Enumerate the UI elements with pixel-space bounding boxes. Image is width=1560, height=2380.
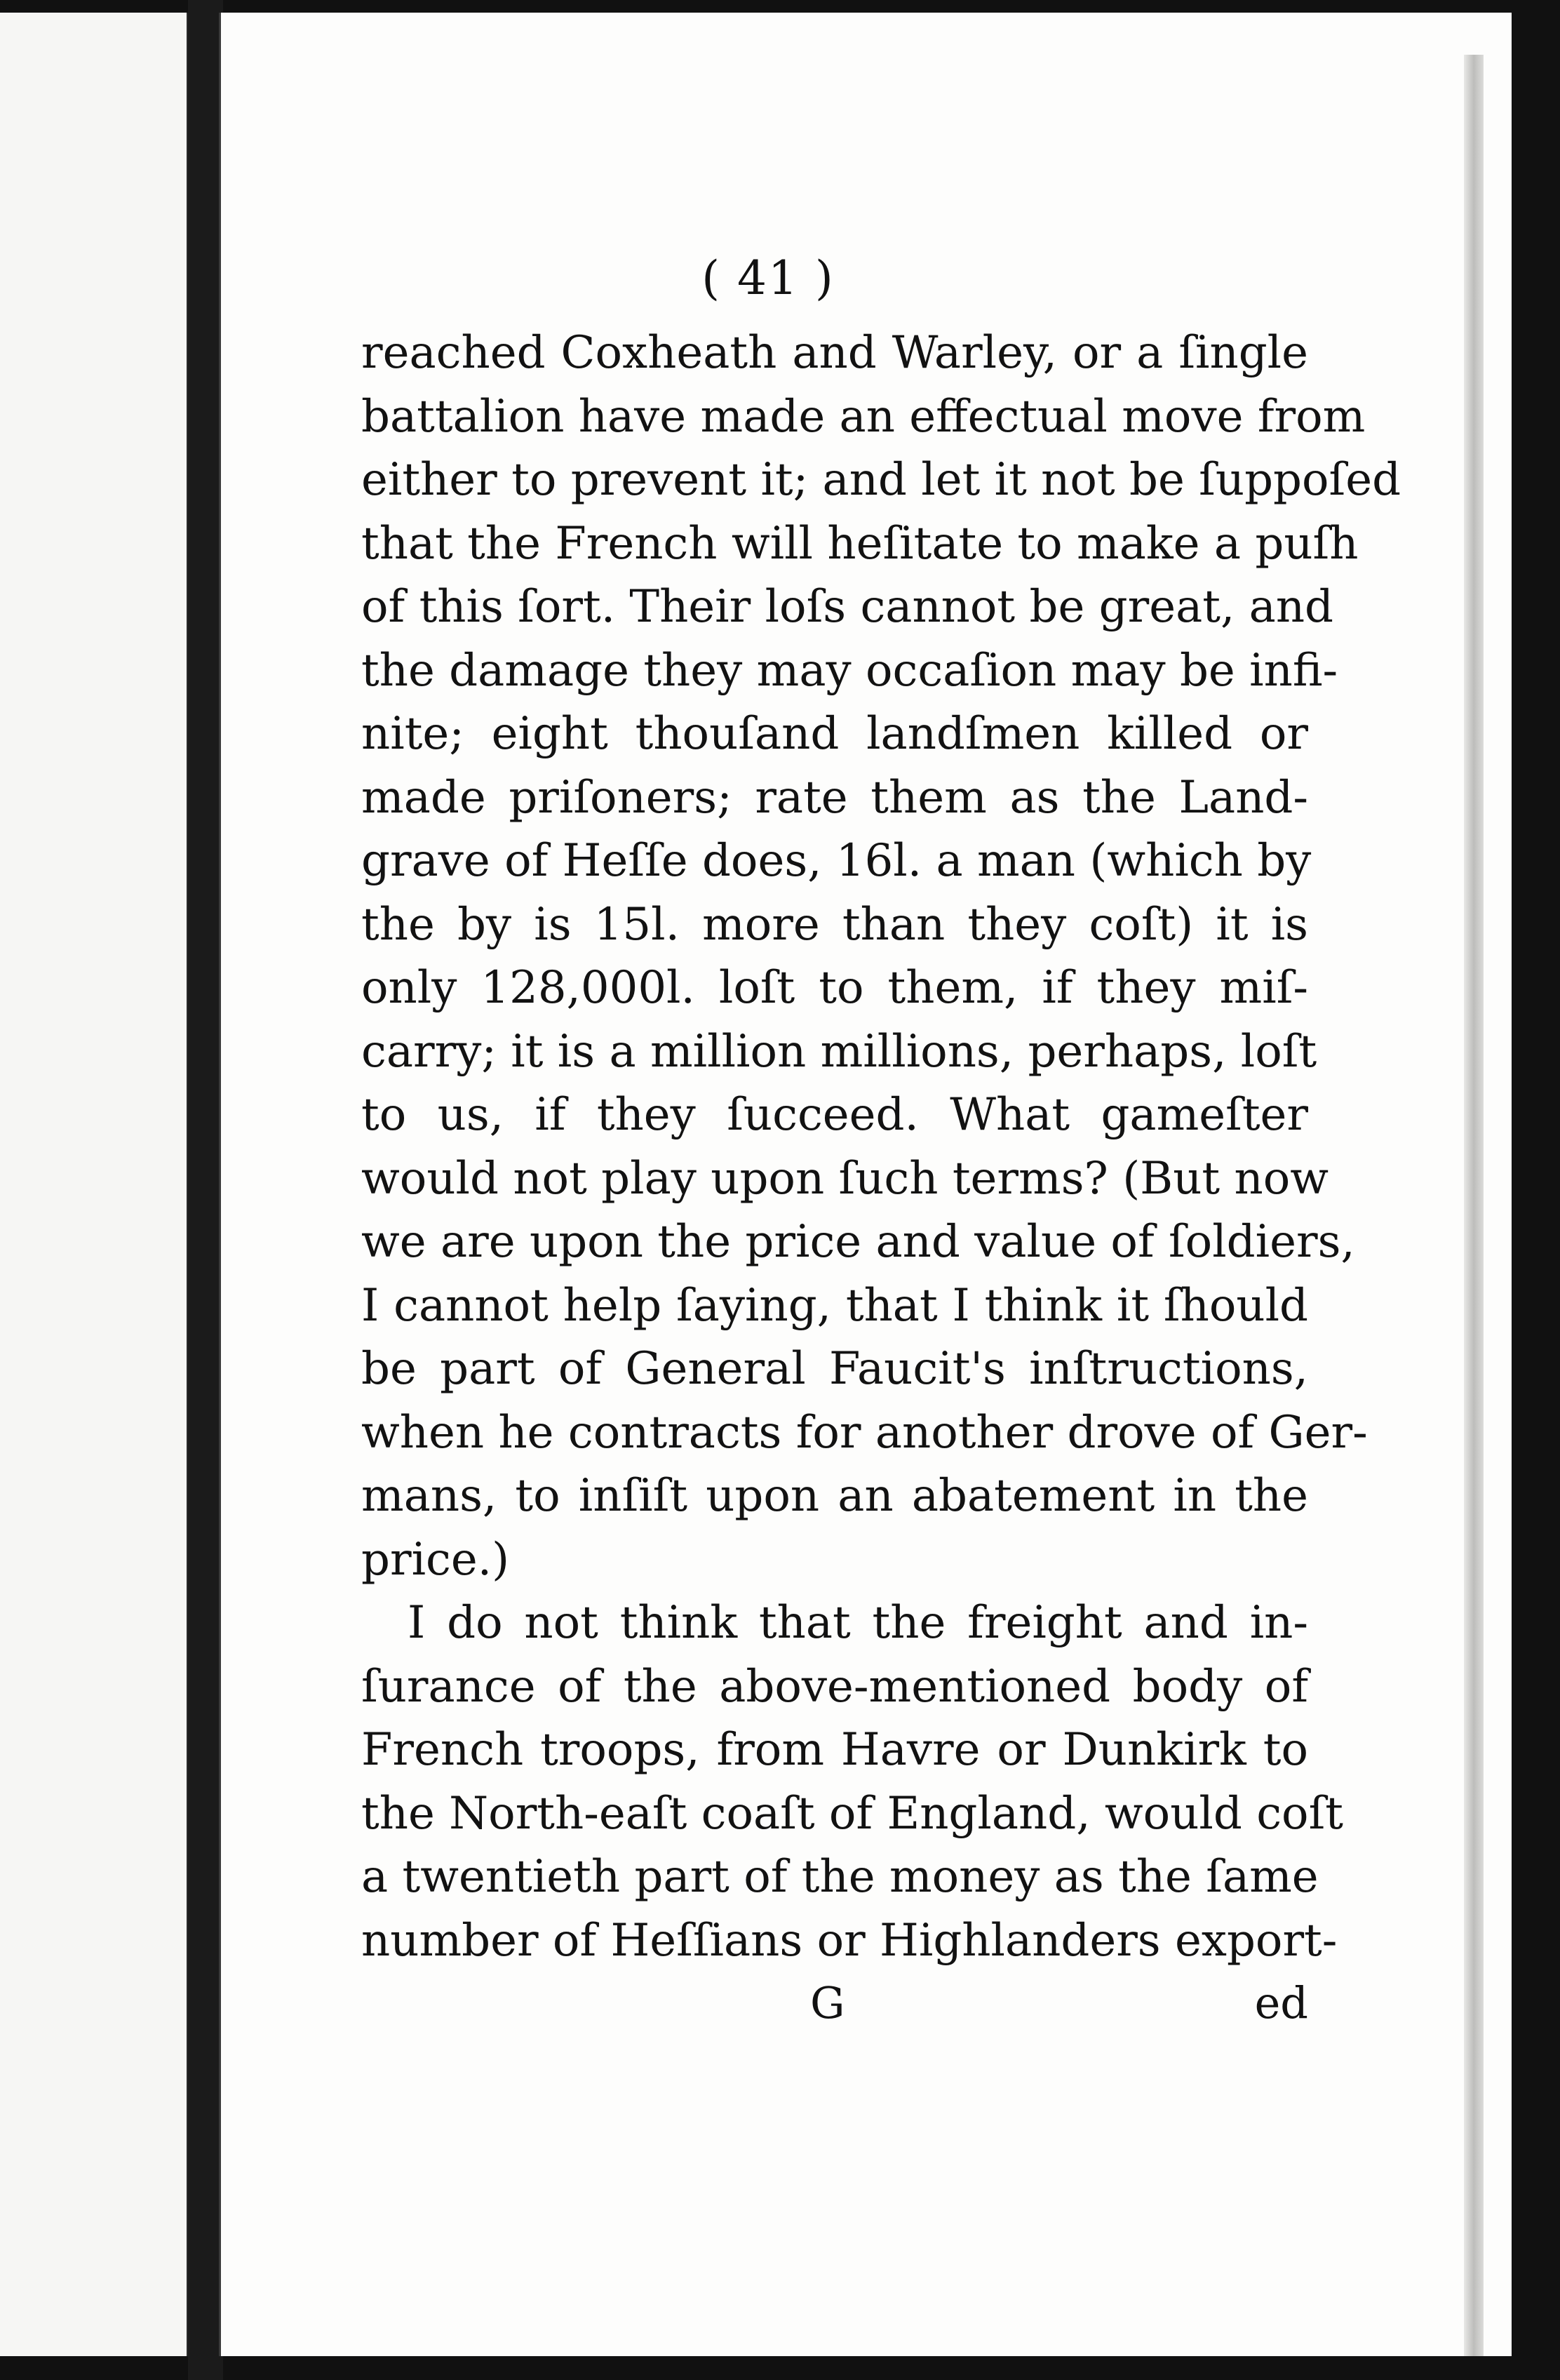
text-line: mans, to inſiſt upon an abatement in the <box>361 1470 1308 1522</box>
text-line: either to prevent it; and let it not be ſuppoſed <box>361 454 1401 506</box>
text-line: made priſoners; rate them as the Land- <box>361 771 1308 824</box>
text-line: a twentieth part of the money as the ſame <box>361 1851 1319 1903</box>
text-line: of this ſort. Their loſs cannot be great, and <box>361 581 1333 633</box>
book-gutter <box>188 0 223 2380</box>
text-line: only 128,000l. loſt to them, if they miſ- <box>361 962 1308 1014</box>
catchword: ed <box>1254 1977 1308 2028</box>
paragraph-start-line: I do not think that the freight and in- <box>408 1597 1308 1649</box>
text-line: the by is 15l. more than they coſt) it is <box>361 898 1308 951</box>
text-line: the damage they may occaſion may be infi- <box>361 644 1338 697</box>
text-line: I cannot help ſaying, that I think it ſhould <box>361 1279 1308 1332</box>
page-edge <box>1464 55 1484 2356</box>
text-line: would not play upon ſuch terms? (But now <box>361 1152 1329 1205</box>
text-line: number of Heſſians or Highlanders export- <box>361 1914 1338 1967</box>
text-line: be part of General Faucit's inſtructions, <box>361 1343 1308 1395</box>
text-line: we are upon the price and value of ſoldiers, <box>361 1216 1355 1268</box>
text-line: battalion have made an effectual move from <box>361 390 1366 443</box>
text-line: nite; eight thouſand landſmen killed or <box>361 708 1308 760</box>
text-line: to us, if they ſucceed. What gameſter <box>361 1089 1308 1141</box>
body-text <box>361 321 1401 1972</box>
text-line: ſurance of the above-mentioned body of <box>361 1660 1308 1713</box>
book-page <box>219 13 1512 2356</box>
text-line: reached Coxheath and Warley, or a ſingle <box>361 327 1308 379</box>
text-line: the North-eaſt coaſt of England, would coſt <box>361 1787 1343 1840</box>
text-line: carry; it is a million millions, perhaps, loſt <box>361 1025 1317 1078</box>
text-line: when he contracts for another drove of Ger- <box>361 1406 1368 1459</box>
text-line: price.) <box>361 1533 510 1586</box>
text-line: French troops, from Havre or Dunkirk to <box>361 1724 1308 1776</box>
page-footer <box>361 1977 1308 2033</box>
facing-page <box>0 13 188 2356</box>
page-number-header: ( 41 ) <box>701 251 835 305</box>
text-line: grave of Heſſe does, 16l. a man (which by <box>361 835 1312 887</box>
signature-mark: G <box>810 1977 845 2028</box>
text-line: that the French will heſitate to make a puſh <box>361 517 1359 570</box>
